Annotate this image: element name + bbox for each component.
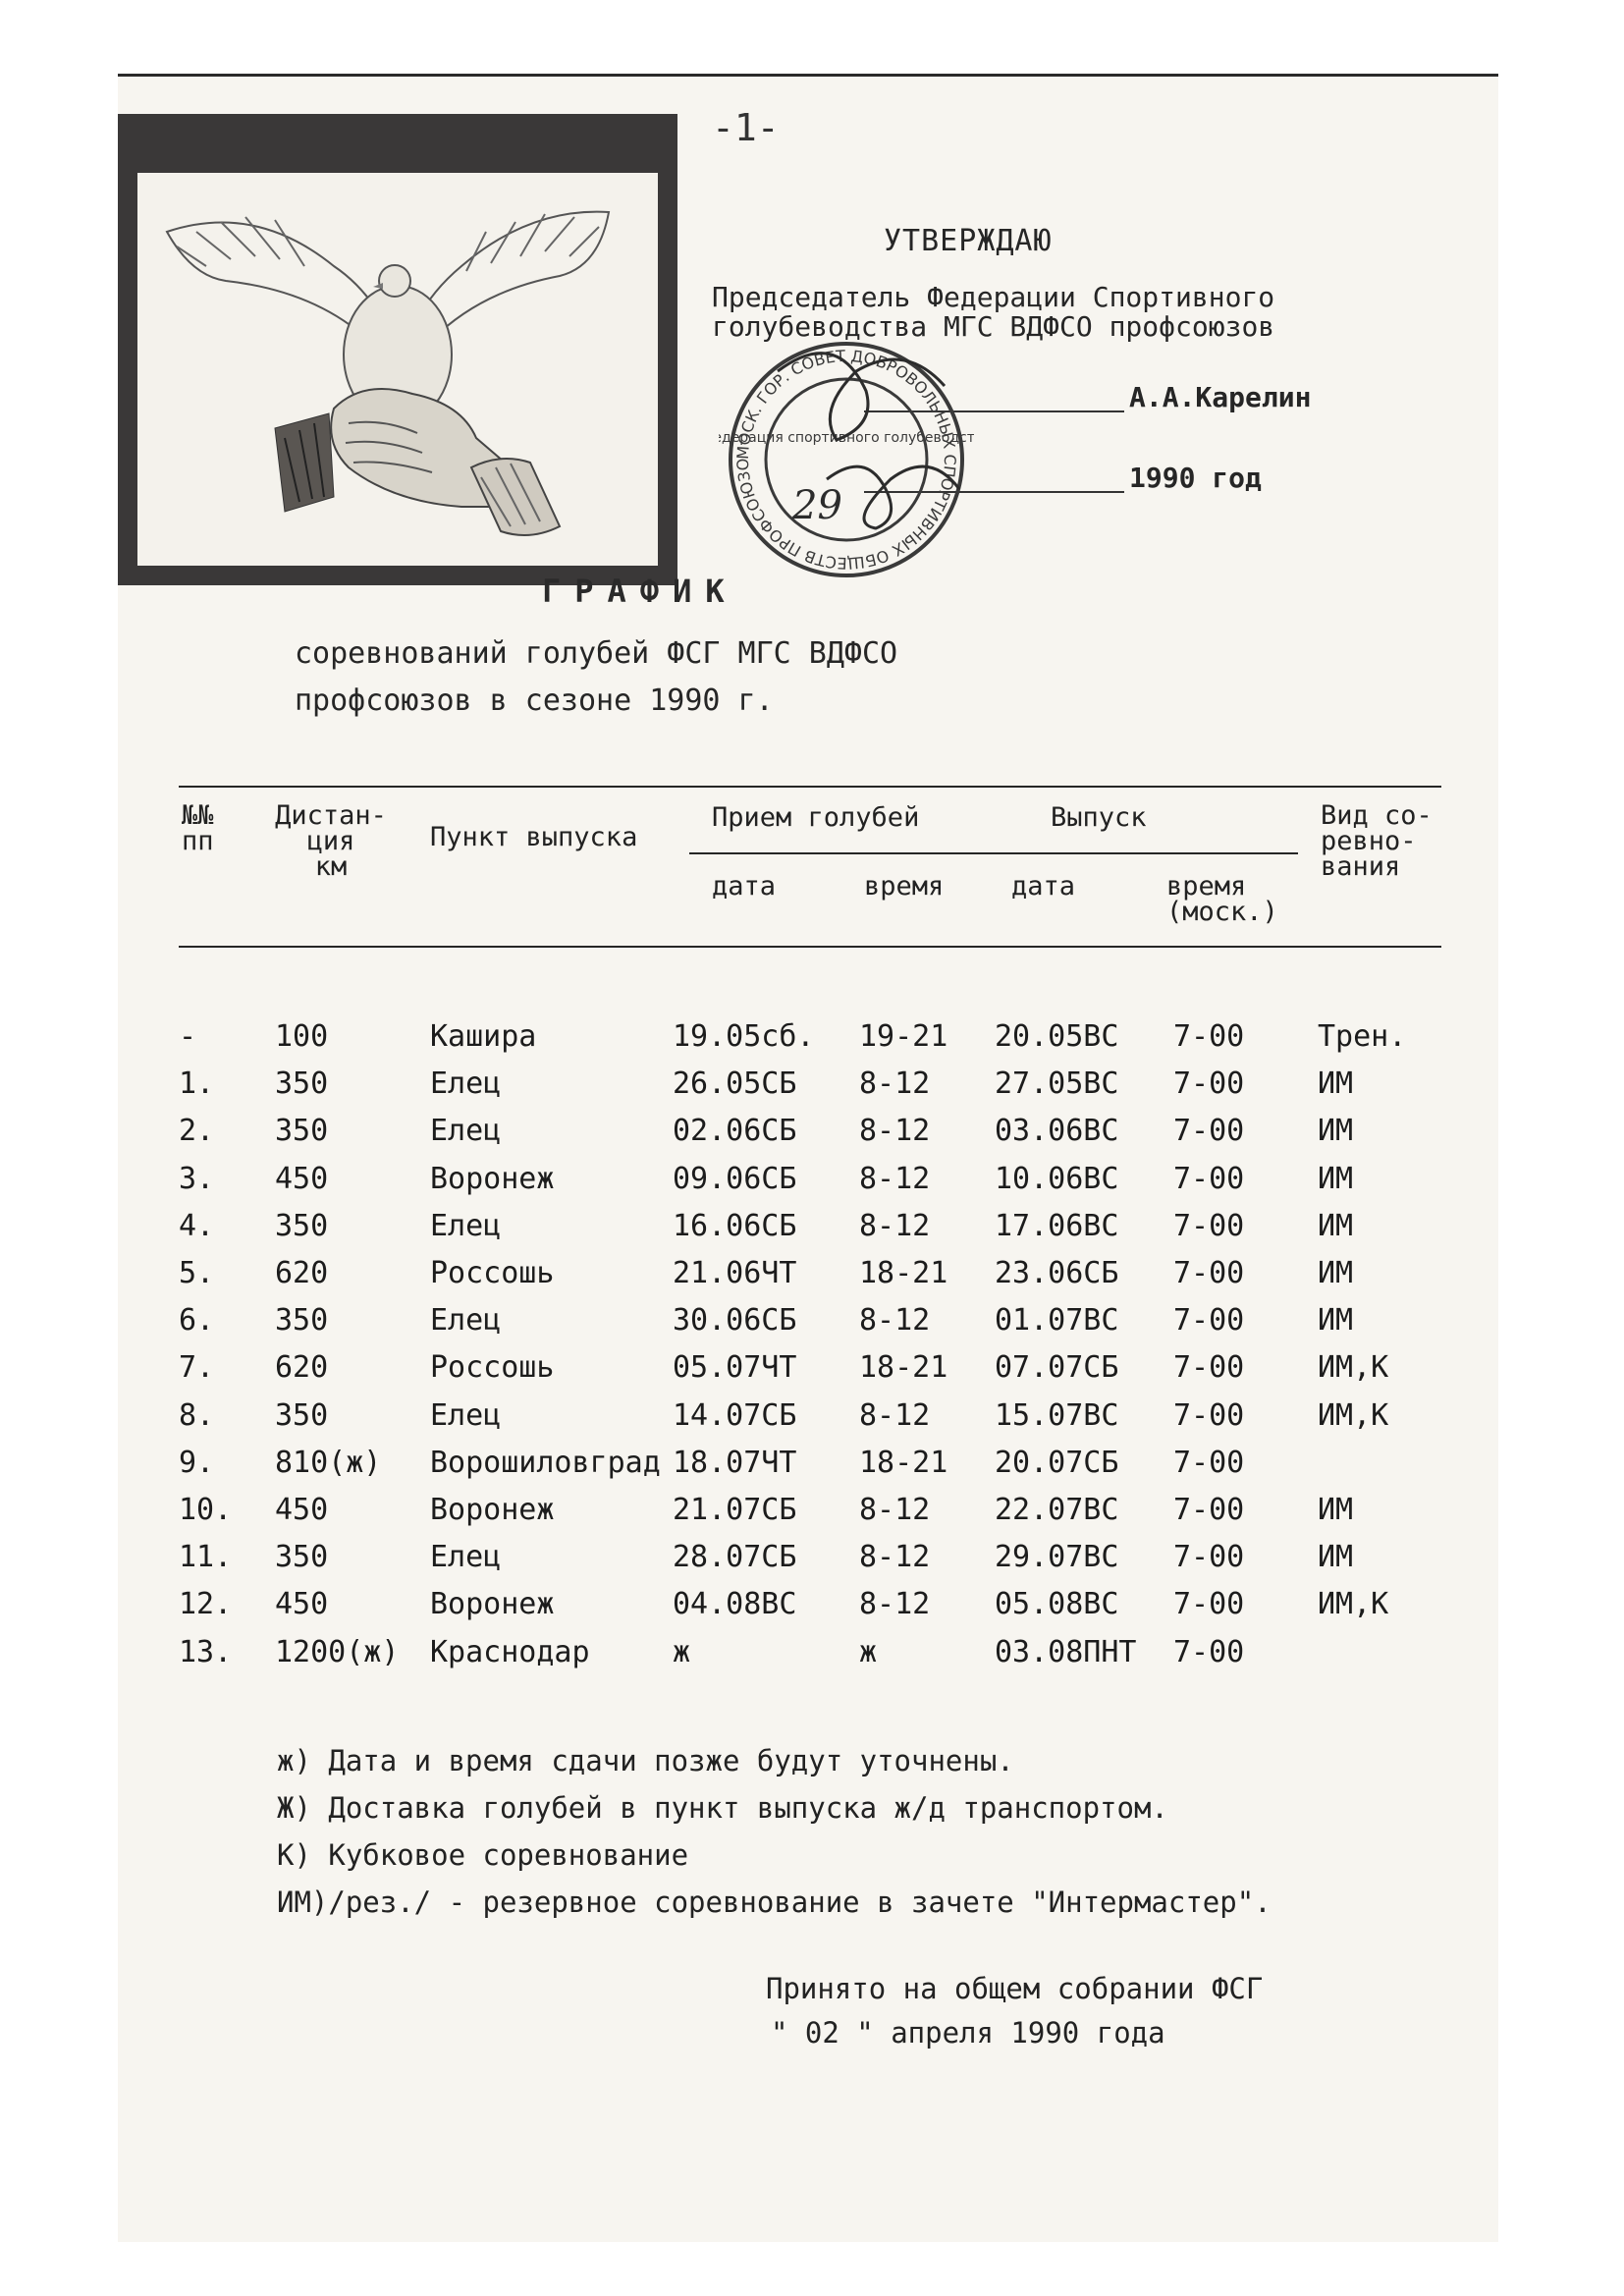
row-release-date: 05.08ВС [995,1587,1119,1622]
row-distance: 450 [275,1493,329,1527]
row-reception-time: 8-12 [859,1114,931,1149]
row-release-time: 7-00 [1173,1019,1245,1054]
row-release-time: 7-00 [1173,1350,1245,1386]
row-release-date: 23.06СБ [995,1256,1119,1290]
row-reception-date: 19.05сб. [673,1019,815,1054]
document-subtitle-2: профсоюзов в сезоне 1990 г. [295,683,774,718]
row-release-time: 7-00 [1173,1445,1245,1480]
header-release-date: дата [1011,871,1076,902]
row-reception-date: ж [673,1634,691,1669]
row-number: 10. [179,1493,233,1527]
row-number: 13. [179,1634,233,1669]
seal-icon [719,332,974,587]
row-reception-date: 04.08ВС [673,1587,797,1622]
header-release: Выпуск [1051,802,1147,833]
row-competition-type: ИМ,К [1318,1587,1389,1622]
handwritten-date: 29 [792,483,842,528]
row-number: 6. [179,1303,215,1339]
row-release-point: Кашира [430,1019,537,1054]
stamp-text: дерация спортивного голубеводст [721,430,974,446]
row-reception-date: 21.06ЧТ [673,1256,797,1290]
row-number: 4. [179,1208,215,1243]
row-reception-date: 28.07СБ [673,1540,797,1575]
row-release-date: 07.07СБ [995,1350,1119,1386]
row-release-date: 27.05ВС [995,1066,1119,1102]
table-header-bottom-rule [179,946,1441,948]
header-reception: Прием голубей [712,802,920,833]
row-release-date: 29.07ВС [995,1540,1119,1575]
row-release-date: 03.06ВС [995,1114,1119,1149]
document-subtitle-1: соревнований голубей ФСГ МГС ВДФСО [295,636,898,671]
row-reception-time: 18-21 [859,1350,948,1386]
row-distance: 350 [275,1114,329,1149]
row-reception-date: 09.06СБ [673,1161,797,1196]
row-release-point: Елец [430,1540,502,1575]
row-reception-date: 02.06СБ [673,1114,797,1149]
row-release-time: 7-00 [1173,1114,1245,1149]
accepted-line-2: " 02 " апреля 1990 года [771,2016,1165,2050]
header-num: №№ пп [182,800,214,856]
document-sheet [118,74,1498,2242]
row-release-time: 7-00 [1173,1493,1245,1527]
row-distance: 350 [275,1303,329,1339]
row-number: - [179,1019,197,1054]
row-release-point: Воронеж [430,1161,555,1196]
row-release-time: 7-00 [1173,1161,1245,1196]
approval-name: А.А.Карелин [1129,381,1312,413]
row-number: 8. [179,1397,215,1433]
note-3: К) Кубковое соревнование [277,1838,689,1872]
row-reception-time: 8-12 [859,1397,931,1433]
row-distance: 350 [275,1540,329,1575]
table-mid-rule [689,852,1298,854]
approval-year: 1990 год [1129,462,1262,494]
row-release-date: 01.07ВС [995,1303,1119,1339]
row-release-date: 20.05ВС [995,1019,1119,1054]
row-reception-time: 8-12 [859,1493,931,1527]
row-release-date: 17.06ВС [995,1208,1119,1243]
row-release-time: 7-00 [1173,1208,1245,1243]
row-release-point: Елец [430,1114,502,1149]
row-number: 11. [179,1540,233,1575]
row-release-point: Воронеж [430,1587,555,1622]
row-reception-time: 18-21 [859,1256,948,1290]
approval-line-2: голубеводства МГС ВДФСО профсоюзов [712,310,1275,343]
row-competition-type: ИМ,К [1318,1397,1389,1433]
row-number: 5. [179,1256,215,1290]
row-distance: 100 [275,1019,329,1054]
row-competition-type: ИМ [1318,1161,1354,1196]
row-reception-date: 30.06СБ [673,1303,797,1339]
row-distance: 810(ж) [275,1445,382,1480]
row-release-point: Ворошиловград [430,1445,661,1480]
row-reception-time: 8-12 [859,1208,931,1243]
row-reception-time: 18-21 [859,1445,948,1480]
row-release-time: 7-00 [1173,1066,1245,1102]
row-distance: 350 [275,1208,329,1243]
pigeon-photo-frame [118,114,677,585]
header-competition-type: Вид со- ревно- вания [1321,800,1433,882]
row-number: 2. [179,1114,215,1149]
row-release-time: 7-00 [1173,1303,1245,1339]
row-release-time: 7-00 [1173,1540,1245,1575]
header-release-point: Пункт выпуска [430,822,638,852]
row-competition-type: ИМ [1318,1540,1354,1575]
pigeon-in-hand-icon [137,173,658,566]
header-reception-date: дата [712,871,777,902]
row-release-point: Елец [430,1303,502,1339]
row-release-point: Краснодар [430,1634,590,1669]
row-release-point: Россошь [430,1256,555,1290]
row-distance: 350 [275,1397,329,1433]
row-distance: 1200(ж) [275,1634,400,1669]
row-reception-date: 18.07ЧТ [673,1445,797,1480]
row-release-point: Елец [430,1397,502,1433]
row-release-point: Елец [430,1208,502,1243]
row-distance: 450 [275,1587,329,1622]
row-distance: 620 [275,1256,329,1290]
table-top-rule [179,786,1441,788]
row-reception-date: 21.07СБ [673,1493,797,1527]
row-reception-time: 8-12 [859,1303,931,1339]
row-release-point: Россошь [430,1350,555,1386]
row-reception-time: 8-12 [859,1540,931,1575]
row-competition-type: ИМ [1318,1066,1354,1102]
row-release-time: 7-00 [1173,1256,1245,1290]
page-number: -1- [712,106,780,149]
row-number: 12. [179,1587,233,1622]
approval-title: УТВЕРЖДАЮ [884,224,1053,258]
row-reception-date: 14.07СБ [673,1397,797,1433]
row-release-date: 03.08ПНТ [995,1634,1137,1669]
approval-line-1: Председатель Федерации Спортивного [712,281,1275,313]
row-release-time: 7-00 [1173,1634,1245,1669]
row-reception-date: 26.05СБ [673,1066,797,1102]
note-4: ИМ)/рез./ - резервное соревнование в зачете "Интермастер". [277,1886,1272,1919]
row-release-date: 15.07ВС [995,1397,1119,1433]
row-release-point: Воронеж [430,1493,555,1527]
round-seal-stamp [719,332,974,587]
row-release-date: 22.07ВС [995,1493,1119,1527]
row-release-time: 7-00 [1173,1587,1245,1622]
note-1: ж) Дата и время сдачи позже будут уточнены. [277,1744,1014,1777]
row-competition-type: ИМ [1318,1208,1354,1243]
row-distance: 350 [275,1066,329,1102]
row-number: 9. [179,1445,215,1480]
row-reception-date: 16.06СБ [673,1208,797,1243]
svg-text:МОСК. ГОР. СОВЕТ ДОБРОВОЛЬНЫХ: МОСК. ГОР. СОВЕТ ДОБРОВОЛЬНЫХ СПОРТИВНЫХ ОБЩЕСТВ ПРОФСОЮЗО [732,346,960,574]
note-2: Ж) Доставка голубей в пункт выпуска ж/д транспортом. [277,1791,1168,1825]
row-reception-time: 8-12 [859,1161,931,1196]
header-release-time: время (моск.) [1166,871,1278,927]
row-competition-type: ИМ [1318,1114,1354,1149]
row-reception-time: 19-21 [859,1019,948,1054]
row-reception-time: ж [859,1634,878,1669]
row-release-point: Елец [430,1066,502,1102]
row-competition-type: Трен. [1318,1019,1407,1054]
row-competition-type: ИМ,К [1318,1350,1389,1386]
row-number: 1. [179,1066,215,1102]
row-reception-time: 8-12 [859,1587,931,1622]
row-release-date: 10.06ВС [995,1161,1119,1196]
row-reception-time: 8-12 [859,1066,931,1102]
pigeon-photo [137,173,658,566]
row-number: 3. [179,1161,215,1196]
accepted-line-1: Принято на общем собрании ФСГ [766,1972,1264,2005]
row-distance: 620 [275,1350,329,1386]
row-competition-type: ИМ [1318,1303,1354,1339]
row-release-time: 7-00 [1173,1397,1245,1433]
row-competition-type: ИМ [1318,1256,1354,1290]
row-competition-type: ИМ [1318,1493,1354,1527]
row-reception-date: 05.07ЧТ [673,1350,797,1386]
row-number: 7. [179,1350,215,1386]
row-distance: 450 [275,1161,329,1196]
document-title: ГРАФИК [542,573,738,610]
row-release-date: 20.07СБ [995,1445,1119,1480]
header-distance: Дистан- ция км [275,800,387,882]
header-reception-time: время [864,871,945,902]
